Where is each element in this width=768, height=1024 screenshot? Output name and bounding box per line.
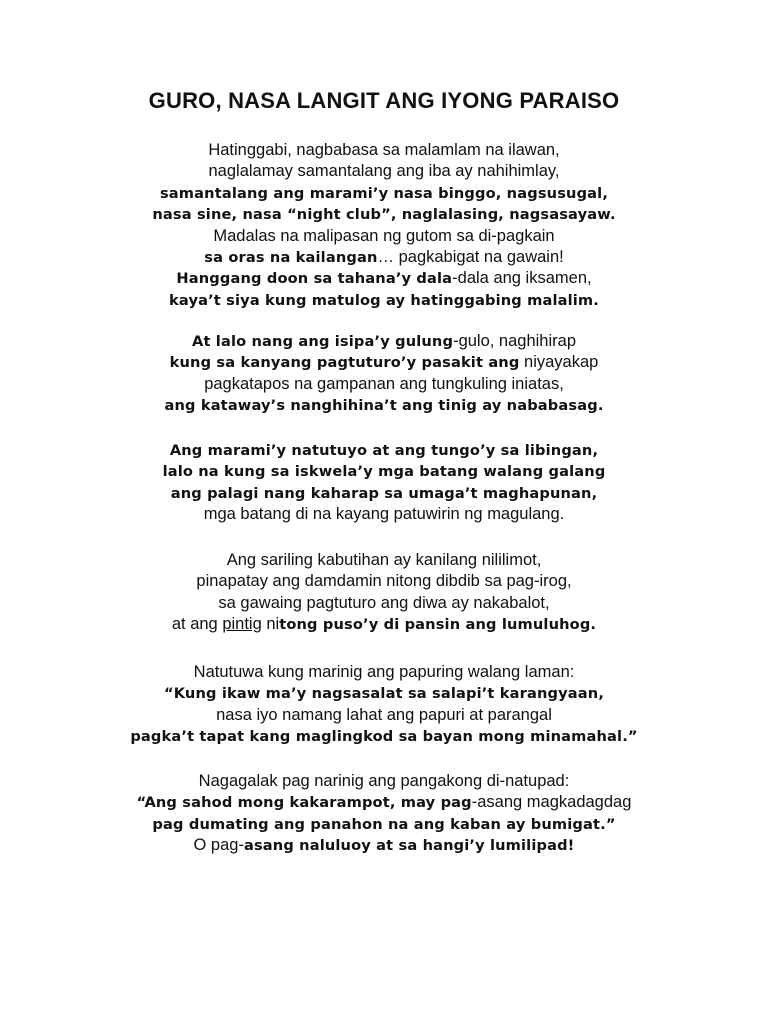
line-segment: ni <box>261 615 280 634</box>
poem-line <box>0 247 768 268</box>
poem-line: sa gawaing pagtuturo ang diwa ay nakabalot, <box>218 593 550 612</box>
poem-line: samantalang ang marami’y nasa binggo, nagsusugal, <box>159 184 609 202</box>
poem-line: Madalas na malipasan ng gutom sa di-pagkain <box>213 226 555 245</box>
underlined-word: pintig <box>222 615 262 634</box>
line-segment: O pag- <box>193 836 244 855</box>
line-segment: Hanggang doon sa tahana’y dala <box>176 270 453 288</box>
poem-line: pagka’t tapat kang maglingkod sa bayan mong minamahal.” <box>130 728 638 746</box>
poem-line <box>0 268 768 289</box>
poem-line: pagkatapos na gampanan ang tungkuling iniatas, <box>204 374 564 393</box>
line-segment: sa oras na kailangan <box>204 249 378 267</box>
line-segment: … pagkabigat na gawain! <box>377 248 564 267</box>
line-segment: at ang <box>171 615 223 634</box>
poem-line: lalo na kung sa iskwela’y mga batang walang galang <box>162 463 606 481</box>
line-segment: “Ang sahod mong kakarampot, may pag <box>136 794 472 812</box>
poem-line: pinapatay ang damdamin nitong dibdib sa pag-irog, <box>196 572 572 591</box>
poem-line: ang palagi nang kaharap sa umaga’t maghapunan, <box>170 484 598 502</box>
line-segment: kung sa kanyang pagtuturo’y pasakit ang <box>169 354 520 372</box>
poem-line <box>0 792 768 813</box>
poem-line: Ang sariling kabutihan ay kanilang nililimot, <box>226 551 542 569</box>
poem-line: ang kataway’s nanghihina’t ang tinig ay nababasag. <box>164 397 604 415</box>
poem-line <box>0 835 768 856</box>
line-segment: tong puso’y di pansin ang lumuluhog. <box>279 616 597 634</box>
poem-line: Hatinggabi, nagbabasa sa malamlam na ilawan, <box>208 141 560 159</box>
poem-line <box>0 352 768 373</box>
line-segment: -asang magkadagdag <box>471 793 632 812</box>
poem-line: Natutuwa kung marinig ang papuring walang laman: <box>193 663 575 681</box>
stanza-1 <box>0 140 768 311</box>
poem-line <box>0 614 768 635</box>
stanza-2 <box>0 331 768 417</box>
poem-line: Nagagalak pag narinig ang pangakong di-natupad: <box>198 772 570 790</box>
line-segment: At lalo nang ang isipa’y gulung <box>192 333 454 350</box>
stanza-3 <box>0 440 768 526</box>
poem-line: “Kung ikaw ma’y nagsasalat sa salapi’t karangyaan, <box>163 685 605 703</box>
poem-line: Ang marami’y natutuyo at ang tungo’y sa libingan, <box>169 442 599 459</box>
stanza-4 <box>0 550 768 636</box>
poem-line: nasa iyo namang lahat ang papuri at parangal <box>216 705 552 724</box>
stanza-5 <box>0 662 768 748</box>
poem-line <box>0 331 768 352</box>
poem-title: GURO, NASA LANGIT ANG IYONG PARAISO <box>148 88 620 113</box>
poem-line: pag dumating ang panahon na ang kaban ay bumigat.” <box>152 815 616 833</box>
line-segment: niyayakap <box>519 353 599 372</box>
line-segment: -gulo, naghihirap <box>453 332 576 350</box>
poem-line: nasa sine, nasa “night club”, naglalasing, nagsasayaw. <box>152 206 616 224</box>
line-segment: asang naluluoy at sa hangi’y lumilipad! <box>243 837 575 855</box>
line-segment: -dala ang iksamen, <box>452 269 592 288</box>
poem-line: kaya’t siya kung matulog ay hatinggabing malalim. <box>169 291 599 309</box>
poem-line: naglalamay samantalang ang iba ay nahihimlay, <box>208 162 560 181</box>
stanza-6 <box>0 771 768 857</box>
poem-line: mga batang di na kayang patuwirin ng magulang. <box>203 505 565 524</box>
